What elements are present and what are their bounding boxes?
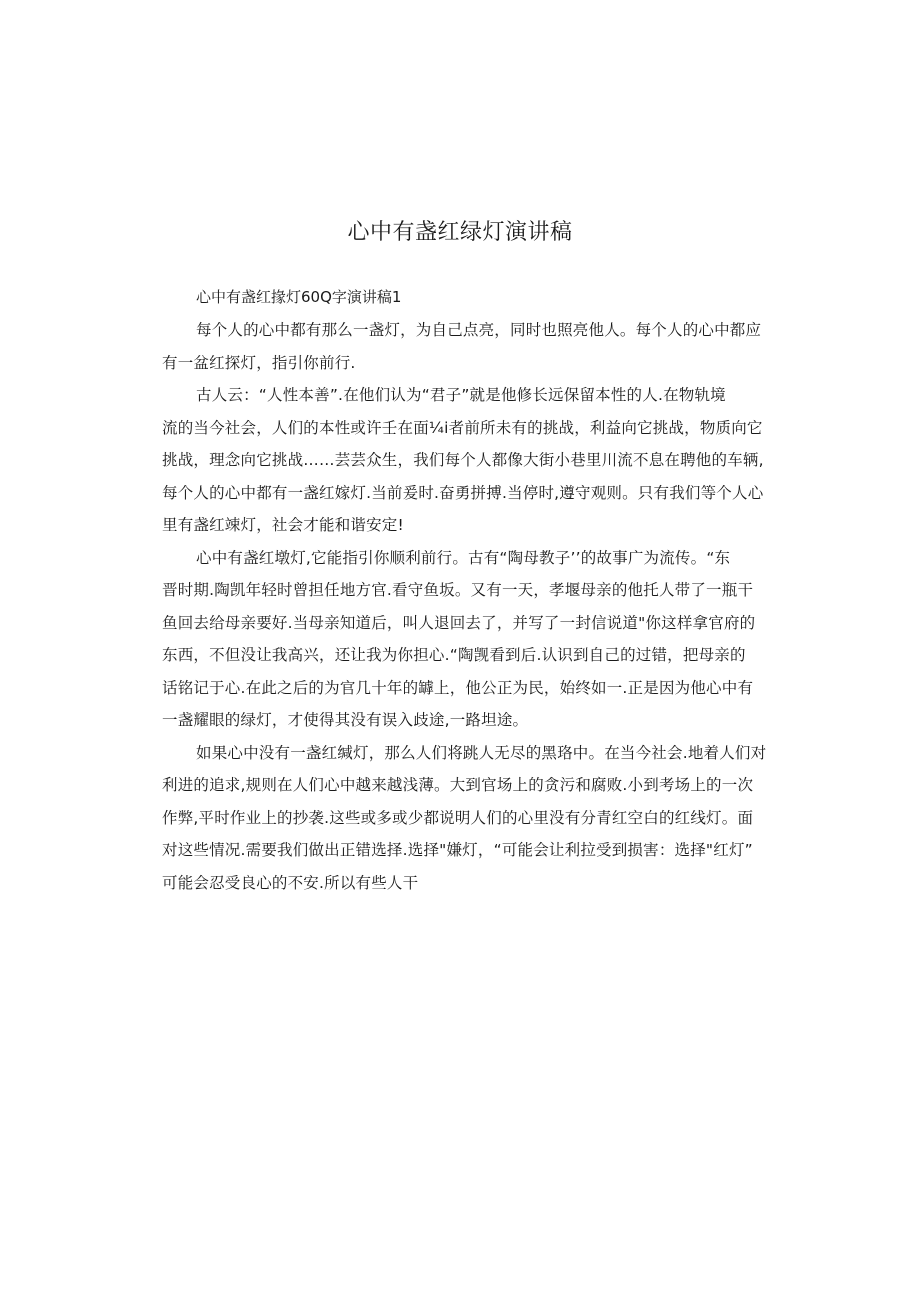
document-body <box>162 314 767 899</box>
paragraph-line: 鱼回去给母亲要好.当母亲知道后，叫人退回去了，并写了一封信说道"你这样拿官府的 <box>162 613 756 632</box>
paragraph-line: 利进的追求,规则在人们心中越来越浅薄。大到官场上的贪污和腐败.小到考场上的一次 <box>162 776 754 794</box>
paragraph-line: 每个人的心中都有一盏红嫁灯.当前爰时.奋勇拼搏.当停时,遵守观则。只有我们等个人心 <box>162 483 764 502</box>
paragraph-1 <box>162 314 762 379</box>
paragraph-line: 古人云：“人性本善”.在他们认为“君子”就是他修长远保留本性的人.在物轨境 <box>196 386 726 404</box>
paragraph-line: 流的当今社会，人们的本性或许壬在面¼i者前所未有的挑战，利益向它挑战，物质向它 <box>162 418 763 437</box>
paragraph-line: 有一盆红探灯，指引你前行. <box>162 353 356 372</box>
paragraph-line: 一盏耀眼的绿灯，才使得其没有误入歧途,一路坦途。 <box>162 711 529 729</box>
paragraph-line: 挑战，理念向它挑战……芸芸众生，我们每个人都像大街小巷里川流不息在聘他的车辆, <box>162 451 764 469</box>
paragraph-line: 话铭记于心.在此之后的为官几十年的罅上，他公正为民，始终如一.正是因为他心中有 <box>162 678 754 697</box>
paragraph-4 <box>162 737 767 900</box>
paragraph-line: 里有盏红竦灯，社会才能和谐安定! <box>162 516 404 534</box>
paragraph-line: 晋时期.陶凯年轻时曾担任地方官.看守鱼坂。又有一天，孝堰母亲的他托人带了一瓶干 <box>162 581 754 599</box>
paragraph-2 <box>162 379 762 542</box>
paragraph-line: 可能会忍受良心的不安.所以有些人干 <box>162 873 419 892</box>
paragraph-line: 每个人的心中都有那么一盏灯，为自己点亮，同时也照亮他人。每个人的心中都应 <box>196 321 762 339</box>
paragraph-line: 东西，不但没让我高兴，还让我为你担心.“陶觊看到后.认识到自己的过错，把母亲的 <box>162 646 746 664</box>
document-subtitle: 心中有盏红掾灯60Q字演讲稿1 <box>196 288 402 306</box>
paragraph-line: 对这些情况.需要我们做出正错选择.选择"嫌灯，“可能会让利拉受到损害：选择"红灯” <box>162 841 753 859</box>
paragraph-3 <box>162 542 762 737</box>
paragraph-line: 作弊,平时作业上的抄袭.这些或多或少都说明人们的心里没有分青红空白的红线灯。面 <box>162 808 754 827</box>
paragraph-line: 如果心中没有一盏红缄灯，那么人们将跳人无尽的黑珞中。在当今社会.地着人们对 <box>196 743 767 762</box>
document-title: 心中有盏红绿灯演讲稿 <box>347 220 573 245</box>
paragraph-line: 心中有盏红墩灯,它能指引你顺利前行。古有“陶母教子’’的故事广为流传。“东 <box>196 548 731 567</box>
